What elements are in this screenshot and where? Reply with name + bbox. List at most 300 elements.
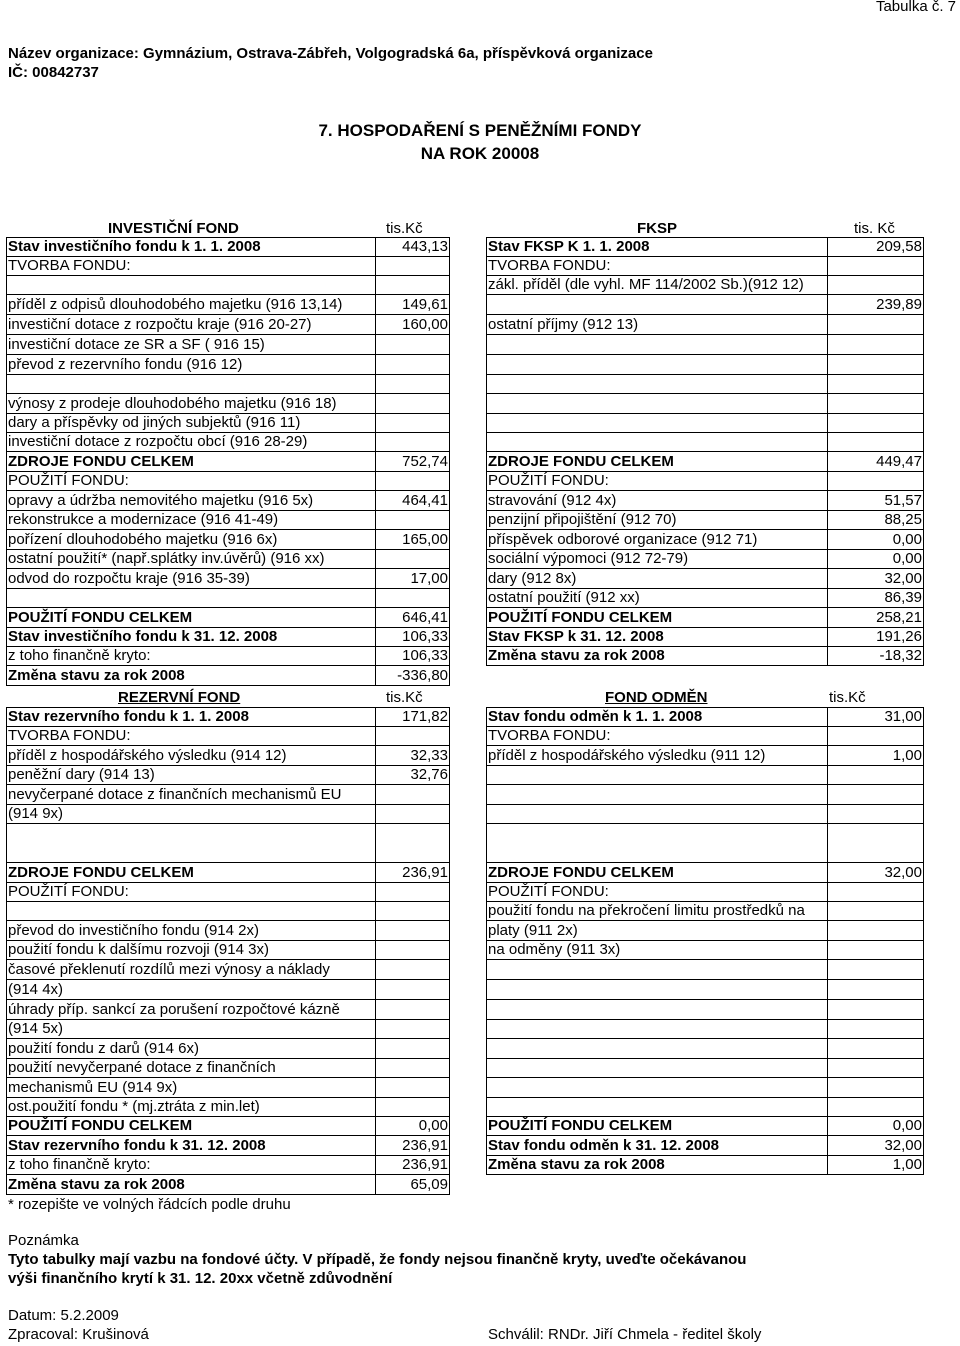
fksp-row [487,491,924,511]
investicni-row [7,472,450,491]
investicni-row [7,433,450,452]
rezervni-row-label: Změna stavu za rok 2008 [7,1175,376,1195]
rezervni-row-value [375,980,449,1000]
investicni-row-value [375,375,449,394]
rezervni-row-label: z toho finančně kryto: [7,1156,376,1175]
fksp-row-value [827,394,923,414]
organization-ic: IČ: 00842737 [8,64,99,81]
odmen-row-value [827,883,923,902]
odmen-row-label: na odměny (911 3x) [487,941,828,960]
investicni-row [7,375,450,394]
fksp-row-label: ostatní použití (912 xx) [487,589,828,608]
rezervni-row-value [375,785,449,805]
rezervni-row-label: časové překlenutí rozdílů mezi výnosy a náklady [7,960,376,980]
rezervni-row [7,1020,450,1039]
rezervni-row-value: 236,91 [375,863,449,883]
fksp-row-value [827,375,923,394]
investicni-row-value [375,511,449,530]
fksp-row-value: 32,00 [827,569,923,589]
rezervni-row-label: použití fondu k dalšímu rozvoji (914 3x) [7,941,376,960]
odmen-row-label: Změna stavu za rok 2008 [487,1156,828,1175]
rezervni-row-label: POUŽITÍ FONDU CELKEM [7,1117,376,1136]
odmen-row [487,1098,924,1117]
investicni-row [7,550,450,569]
odmen-row [487,1156,924,1175]
investicni-row-value: 17,00 [375,569,449,589]
odmen-row [487,785,924,805]
odmen-row [487,1117,924,1136]
investicni-row-label: pořízení dlouhodobého majetku (916 6x) [7,530,376,550]
fksp-row [487,257,924,276]
fksp-row-label: penzijní připojištění (912 70) [487,511,828,530]
fksp-row-value: 258,21 [827,608,923,628]
odmen-row-label [487,960,828,980]
fond-odmen-unit: tis.Kč [829,689,866,706]
rezervni-row [7,708,450,727]
fksp-row [487,472,924,491]
investicni-row-label: ZDROJE FONDU CELKEM [7,452,376,472]
rezervni-row [7,921,450,941]
rezervni-row-label: peněžní dary (914 13) [7,766,376,785]
odmen-row-value [827,727,923,746]
odmen-row-value: 32,00 [827,863,923,883]
rezervni-row-value [375,1039,449,1059]
odmen-row-label [487,805,828,824]
rezervni-row-value [375,883,449,902]
fksp-row-label [487,394,828,414]
odmen-row-value [827,1078,923,1098]
odmen-row-value [827,1059,923,1078]
odmen-row-label [487,1020,828,1039]
odmen-row-label [487,1000,828,1020]
fksp-row-label [487,414,828,433]
fksp-row-value: -18,32 [827,647,923,666]
rezervni-row-value [375,1020,449,1039]
investicni-row-value: 165,00 [375,530,449,550]
investicni-row [7,315,450,335]
odmen-row-label [487,1059,828,1078]
odmen-row [487,921,924,941]
odmen-row-value [827,960,923,980]
fksp-row-value [827,433,923,452]
investicni-row-label: výnosy z prodeje dlouhodobého majetku (916 18) [7,394,376,414]
investicni-row-label: TVORBA FONDU: [7,257,376,276]
investicni-row-value: 443,13 [375,238,449,257]
investicni-row [7,276,450,295]
rezervni-row [7,1098,450,1117]
investicni-row-value [375,355,449,375]
rezervni-row-label: ost.použití fondu * (mj.ztráta z min.let) [7,1098,376,1117]
investicni-row-label: investiční dotace ze SR a SF ( 916 15) [7,335,376,355]
fksp-row-label [487,335,828,355]
odmen-row-value [827,766,923,785]
fksp-row-label [487,433,828,452]
odmen-row [487,1078,924,1098]
investicni-row-label: Změna stavu za rok 2008 [7,666,376,686]
fksp-row-label: sociální výpomoci (912 72-79) [487,550,828,569]
investicni-row [7,511,450,530]
rezervni-row-value [375,960,449,980]
odmen-row-label: POUŽITÍ FONDU CELKEM [487,1117,828,1136]
odmen-row-label: ZDROJE FONDU CELKEM [487,863,828,883]
odmen-row-label [487,824,828,863]
rezervni-row-value: 236,91 [375,1156,449,1175]
rezervni-row-label: ZDROJE FONDU CELKEM [7,863,376,883]
organization-name: Název organizace: Gymnázium, Ostrava-Zábřeh, Volgogradská 6a, příspěvková organizace [8,45,653,62]
rezervni-row-value [375,921,449,941]
investicni-row-label: ostatní použití* (např.splátky inv.úvěrů) (916 xx) [7,550,376,569]
fksp-row-value: 51,57 [827,491,923,511]
investicni-row-label: odvod do rozpočtu kraje (916 35-39) [7,569,376,589]
fksp-row-label: Změna stavu za rok 2008 [487,647,828,666]
investicni-row [7,647,450,666]
note-line-2: výši finančního krytí k 31. 12. 20xx včetně zdůvodnění [8,1270,393,1287]
odmen-row-value: 1,00 [827,746,923,766]
fksp-row [487,511,924,530]
rezervni-row [7,1175,450,1195]
fksp-row [487,355,924,375]
fksp-row-label: Stav FKSP k 31. 12. 2008 [487,628,828,647]
odmen-row [487,805,924,824]
rezervni-row-label: (914 9x) [7,805,376,824]
rezervni-row-value [375,1059,449,1078]
rezervni-row [7,980,450,1000]
investicni-row-value: 106,33 [375,647,449,666]
rezervni-row [7,863,450,883]
fksp-row-label: dary (912 8x) [487,569,828,589]
rezervni-row-value [375,1000,449,1020]
fond-odmen-table [486,707,924,1175]
odmen-row-value: 32,00 [827,1136,923,1156]
rezervni-row [7,1136,450,1156]
investicni-row-value [375,472,449,491]
rezervni-row [7,1039,450,1059]
rezervni-row [7,727,450,746]
odmen-row-label [487,980,828,1000]
investicni-row-value [375,335,449,355]
odmen-row [487,960,924,980]
fksp-row-value [827,335,923,355]
rezervni-row [7,824,450,863]
investicni-row [7,295,450,315]
odmen-row-value [827,921,923,941]
investicni-row-value: -336,80 [375,666,449,686]
investicni-row-value: 464,41 [375,491,449,511]
odmen-row-value [827,941,923,960]
investicni-row-label: POUŽITÍ FONDU CELKEM [7,608,376,628]
rezervni-row-label: použití nevyčerpané dotace z finančních [7,1059,376,1078]
fksp-row [487,589,924,608]
odmen-row-value [827,785,923,805]
fksp-row-value: 88,25 [827,511,923,530]
rezervni-row-label: použití fondu z darů (914 6x) [7,1039,376,1059]
investicni-fond-title: INVESTIČNÍ FOND [108,220,239,237]
fksp-row-label: ostatní příjmy (912 13) [487,315,828,335]
odmen-row [487,941,924,960]
rezervni-row-value: 171,82 [375,708,449,727]
rezervni-row-label: (914 5x) [7,1020,376,1039]
table-number: Tabulka č. 7 [875,0,956,15]
note-heading: Poznámka [8,1232,79,1249]
fksp-row-label: zákl. příděl (dle vyhl. MF 114/2002 Sb.)(912 12) [487,276,828,295]
odmen-row-value [827,824,923,863]
odmen-row-label [487,785,828,805]
page-title: 7. HOSPODAŘENÍ S PENĚŽNÍMI FONDY [318,121,642,140]
rezervni-row-value [375,1098,449,1117]
fksp-row-value [827,276,923,295]
investicni-row [7,238,450,257]
investicni-row-label: příděl z odpisů dlouhodobého majetku (916 13,14) [7,295,376,315]
fksp-row-value [827,414,923,433]
fksp-row-label: POUŽITÍ FONDU CELKEM [487,608,828,628]
investicni-row-value [375,257,449,276]
odmen-row [487,1020,924,1039]
odmen-row [487,980,924,1000]
investicni-row [7,589,450,608]
odmen-row [487,902,924,921]
rezervni-row-value [375,805,449,824]
odmen-row-label [487,1098,828,1117]
investicni-row-label: dary a příspěvky od jiných subjektů (916 11) [7,414,376,433]
fksp-row-value: 449,47 [827,452,923,472]
odmen-row-value [827,1000,923,1020]
fksp-row [487,276,924,295]
rezervni-row [7,1156,450,1175]
odmen-row-value [827,980,923,1000]
odmen-row [487,746,924,766]
rezervni-row [7,883,450,902]
investicni-row [7,569,450,589]
investicni-row-label: investiční dotace z rozpočtu obcí (916 28-29) [7,433,376,452]
rezervni-row-label: Stav rezervního fondu k 31. 12. 2008 [7,1136,376,1156]
fksp-title: FKSP [637,220,678,237]
fksp-row-label [487,375,828,394]
fond-odmen-title: FOND ODMĚN [605,689,708,706]
odmen-row-label: Stav fondu odměn k 1. 1. 2008 [487,708,828,727]
investicni-row-label: převod z rezervního fondu (916 12) [7,355,376,375]
fksp-row [487,647,924,666]
odmen-row-value [827,1098,923,1117]
rezervni-row-label: TVORBA FONDU: [7,727,376,746]
odmen-row-label: POUŽITÍ FONDU: [487,883,828,902]
fksp-row [487,550,924,569]
odmen-row [487,863,924,883]
rezervni-row [7,960,450,980]
fksp-row [487,295,924,315]
fksp-row-label [487,295,828,315]
odmen-row-label: použití fondu na překročení limitu prostředků na [487,902,828,921]
investicni-row-label [7,589,376,608]
rezervni-row [7,805,450,824]
odmen-row [487,708,924,727]
investicni-row-value: 160,00 [375,315,449,335]
investicni-row-label: POUŽITÍ FONDU: [7,472,376,491]
rezervni-row [7,1000,450,1020]
fksp-row [487,394,924,414]
odmen-row-value: 1,00 [827,1156,923,1175]
fksp-row [487,375,924,394]
rezervni-row [7,1117,450,1136]
fksp-row [487,569,924,589]
odmen-row [487,1039,924,1059]
investicni-fond-unit: tis.Kč [386,220,423,237]
rezervni-row-value: 32,76 [375,766,449,785]
rezervni-row-label [7,902,376,921]
investicni-row-label: Stav investičního fondu k 1. 1. 2008 [7,238,376,257]
investicni-row [7,335,450,355]
investicni-row-label: rekonstrukce a modernizace (916 41-49) [7,511,376,530]
rezervni-row-label: nevyčerpané dotace z finančních mechanismů EU [7,785,376,805]
odmen-row [487,1000,924,1020]
fksp-row-value [827,315,923,335]
fksp-row-label: POUŽITÍ FONDU: [487,472,828,491]
fksp-row-label [487,355,828,375]
note-line-1: Tyto tabulky mají vazbu na fondové účty. V případě, že fondy nejsou finančně kryty, uveďte očekávanou [8,1251,747,1268]
investicni-row-label [7,375,376,394]
investicni-row-value [375,433,449,452]
prepared-by: Zpracoval: Krušinová [8,1326,149,1343]
investicni-row-value [375,414,449,433]
investicni-row-value: 752,74 [375,452,449,472]
odmen-row-label: TVORBA FONDU: [487,727,828,746]
rezervni-row-value [375,1078,449,1098]
investicni-row [7,628,450,647]
investicni-row-value [375,589,449,608]
fksp-row [487,335,924,355]
investicni-row-value [375,394,449,414]
fksp-row-value [827,472,923,491]
fksp-row-value: 86,39 [827,589,923,608]
rezervni-row-label: (914 4x) [7,980,376,1000]
rezervni-row-label: úhrady příp. sankcí za porušení rozpočtové kázně [7,1000,376,1020]
fksp-row-value: 239,89 [827,295,923,315]
date: Datum: 5.2.2009 [8,1307,119,1324]
odmen-row [487,766,924,785]
footnote: * rozepište ve volných řádcích podle druhu [8,1196,291,1213]
investicni-row-label: investiční dotace z rozpočtu kraje (916 20-27) [7,315,376,335]
investicni-row [7,608,450,628]
fksp-row-label: Stav FKSP K 1. 1. 2008 [487,238,828,257]
rezervni-row [7,902,450,921]
odmen-row [487,1136,924,1156]
rezervni-fond-title: REZERVNÍ FOND [118,689,241,706]
investicni-row-label [7,276,376,295]
investicni-row [7,666,450,686]
odmen-row [487,824,924,863]
rezervni-fond-unit: tis.Kč [386,689,423,706]
rezervni-row-label: příděl z hospodářského výsledku (914 12) [7,746,376,766]
rezervni-row-value [375,824,449,863]
rezervni-row-value [375,727,449,746]
odmen-row-label [487,1078,828,1098]
investicni-row-value [375,550,449,569]
odmen-row-value: 31,00 [827,708,923,727]
fksp-row [487,414,924,433]
investicni-row [7,394,450,414]
investicni-row-label: opravy a údržba nemovitého majetku (916 5x) [7,491,376,511]
investicni-fond-table [6,237,450,686]
page-subtitle: NA ROK 20008 [420,144,540,163]
rezervni-row [7,785,450,805]
odmen-row [487,883,924,902]
rezervni-row-value: 65,09 [375,1175,449,1195]
odmen-row-value [827,902,923,921]
rezervni-row [7,941,450,960]
fksp-row-value: 0,00 [827,530,923,550]
fksp-row [487,628,924,647]
rezervni-row [7,766,450,785]
rezervni-row-value: 236,91 [375,1136,449,1156]
fksp-unit: tis. Kč [854,220,895,237]
investicni-row [7,257,450,276]
fksp-row-value: 0,00 [827,550,923,569]
fksp-row-label: příspěvek odborové organizace (912 71) [487,530,828,550]
investicni-row-value: 149,61 [375,295,449,315]
odmen-row-value: 0,00 [827,1117,923,1136]
odmen-row [487,1059,924,1078]
rezervni-row-value: 32,33 [375,746,449,766]
fksp-row [487,315,924,335]
rezervni-row-label: Stav rezervního fondu k 1. 1. 2008 [7,708,376,727]
rezervni-row-value [375,941,449,960]
investicni-row-label: z toho finančně kryto: [7,647,376,666]
investicni-row-value [375,276,449,295]
odmen-row-value [827,1020,923,1039]
fksp-row-label: ZDROJE FONDU CELKEM [487,452,828,472]
rezervni-row [7,1078,450,1098]
odmen-row-value [827,805,923,824]
fksp-row [487,238,924,257]
odmen-row-label: příděl z hospodářského výsledku (911 12) [487,746,828,766]
rezervni-row-value: 0,00 [375,1117,449,1136]
rezervni-row-value [375,902,449,921]
rezervni-row [7,1059,450,1078]
investicni-row [7,530,450,550]
rezervni-row [7,746,450,766]
fksp-row-label: stravování (912 4x) [487,491,828,511]
fksp-row-value: 209,58 [827,238,923,257]
fksp-table [486,237,924,666]
investicni-row-label: Stav investičního fondu k 31. 12. 2008 [7,628,376,647]
investicni-row [7,414,450,433]
odmen-row-label [487,1039,828,1059]
investicni-row [7,355,450,375]
odmen-row-label [487,766,828,785]
rezervni-row-label: mechanismů EU (914 9x) [7,1078,376,1098]
odmen-row-label: platy (911 2x) [487,921,828,941]
fksp-row-label: TVORBA FONDU: [487,257,828,276]
fksp-row [487,452,924,472]
fksp-row-value [827,257,923,276]
odmen-row-label: Stav fondu odměn k 31. 12. 2008 [487,1136,828,1156]
investicni-row-value: 106,33 [375,628,449,647]
fksp-row-value: 191,26 [827,628,923,647]
investicni-row-value: 646,41 [375,608,449,628]
rezervni-row-label: převod do investičního fondu (914 2x) [7,921,376,941]
investicni-row [7,491,450,511]
fksp-row-value [827,355,923,375]
fksp-row [487,530,924,550]
rezervni-fond-table [6,707,450,1195]
odmen-row-value [827,1039,923,1059]
fksp-row [487,608,924,628]
fksp-row [487,433,924,452]
approved-by: Schválil: RNDr. Jiří Chmela - ředitel školy [488,1326,762,1343]
rezervni-row-label [7,824,376,863]
investicni-row [7,452,450,472]
rezervni-row-label: POUŽITÍ FONDU: [7,883,376,902]
odmen-row [487,727,924,746]
